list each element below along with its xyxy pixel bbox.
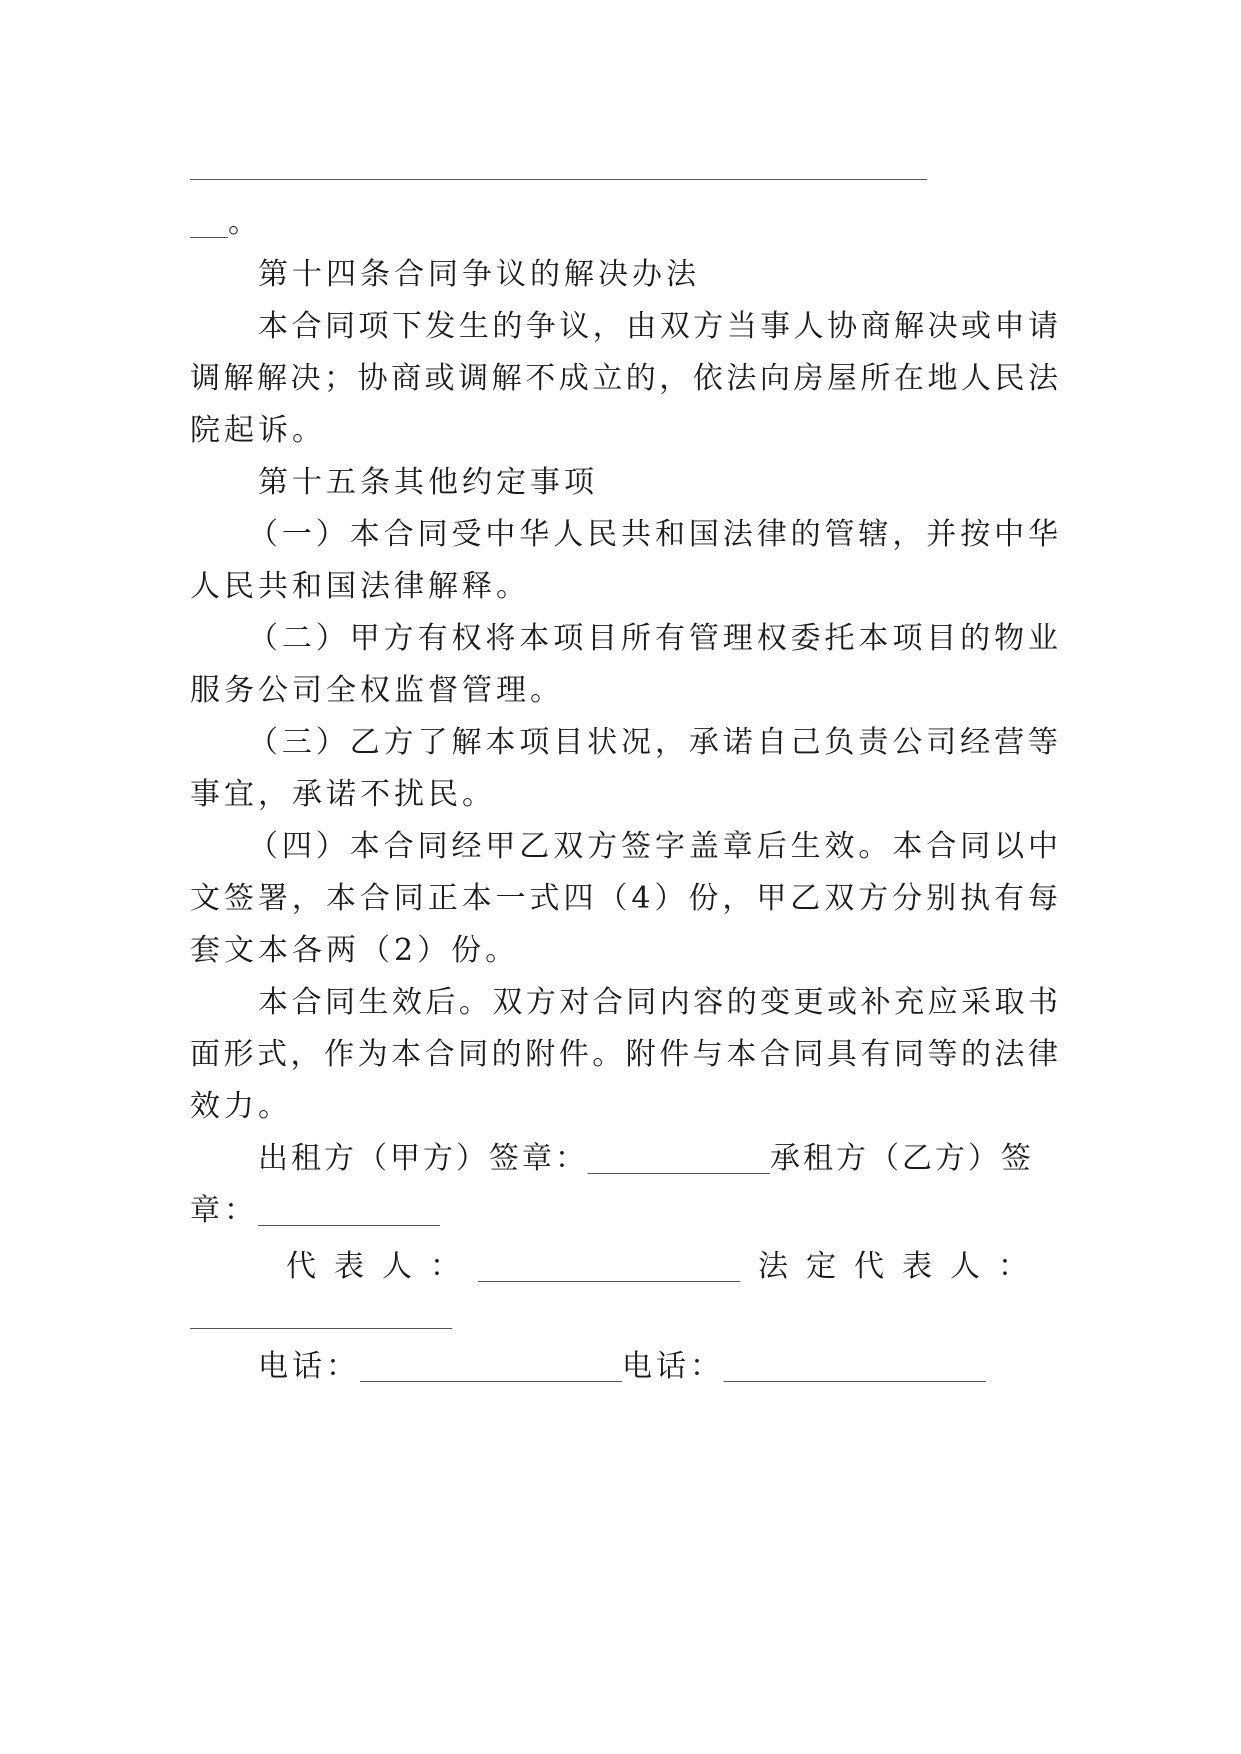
legal-representative-label: 法定代表人： xyxy=(758,1249,1046,1284)
paragraph-line: 事宜，承诺不扰民。 xyxy=(190,777,496,812)
lessor-phone-label: 电话： xyxy=(258,1349,360,1384)
paragraph-line: （三）乙方了解本项目状况，承诺自己负责公司经营等 xyxy=(248,725,1058,760)
paragraph-line: （二）甲方有权将本项目所有管理权委托本项目的物业 xyxy=(248,621,1058,656)
document-page xyxy=(190,0,1058,1754)
paragraph-line: 效力。 xyxy=(190,1089,292,1124)
lessee-signature-label: 承租方（乙方）签 xyxy=(770,1141,1034,1176)
period: 。 xyxy=(228,205,262,240)
signature-line-1 xyxy=(190,1130,1058,1188)
lessee-phone-label: 电话： xyxy=(622,1349,724,1384)
paragraph-line: 服务公司全权监督管理。 xyxy=(190,673,564,708)
legal-representative-blank[interactable] xyxy=(190,1328,452,1329)
paragraph-line: 本合同生效后。双方对合同内容的变更或补充应采取书 xyxy=(258,985,1058,1020)
blank-fill xyxy=(190,201,228,238)
lessor-phone-blank[interactable] xyxy=(360,1345,622,1382)
paragraph-line: （一）本合同受中华人民共和国法律的管辖，并按中华 xyxy=(248,517,1058,552)
representative-label: 代表人： xyxy=(286,1249,478,1284)
paragraph-line: 本合同项下发生的争议，由双方当事人协商解决或申请 xyxy=(258,309,1058,344)
blank-line-end xyxy=(190,194,1058,252)
paragraph-line: 面形式，作为本合同的附件。附件与本合同具有同等的法律 xyxy=(190,1037,1058,1072)
representative-line xyxy=(190,1238,1058,1296)
lessee-signature-label-cont: 章： xyxy=(190,1193,258,1228)
phone-line xyxy=(190,1338,1058,1396)
paragraph-line: 调解解决；协商或调解不成立的，依法向房屋所在地人民法 xyxy=(190,361,1058,396)
paragraph-line: 套文本各两（2）份。 xyxy=(190,933,520,968)
lessor-signature-label: 出租方（甲方）签章： xyxy=(258,1141,588,1176)
paragraph-line: 人民共和国法律解释。 xyxy=(190,569,530,604)
lessor-signature-blank[interactable] xyxy=(588,1137,770,1174)
lessee-phone-blank[interactable] xyxy=(724,1345,986,1382)
representative-blank[interactable] xyxy=(478,1245,740,1282)
paragraph-line: （四）本合同经甲乙双方签字盖章后生效。本合同以中 xyxy=(248,829,1058,864)
paragraph-line: 文签署，本合同正本一式四（4）份，甲乙双方分别执有每 xyxy=(190,881,1058,916)
article-14-heading: 第十四条合同争议的解决办法 xyxy=(258,257,700,292)
lessee-signature-blank[interactable] xyxy=(258,1189,440,1226)
signature-line-2 xyxy=(190,1182,1058,1240)
article-15-heading: 第十五条其他约定事项 xyxy=(258,465,598,500)
blank-line-top xyxy=(190,179,927,180)
paragraph-line: 院起诉。 xyxy=(190,413,326,448)
